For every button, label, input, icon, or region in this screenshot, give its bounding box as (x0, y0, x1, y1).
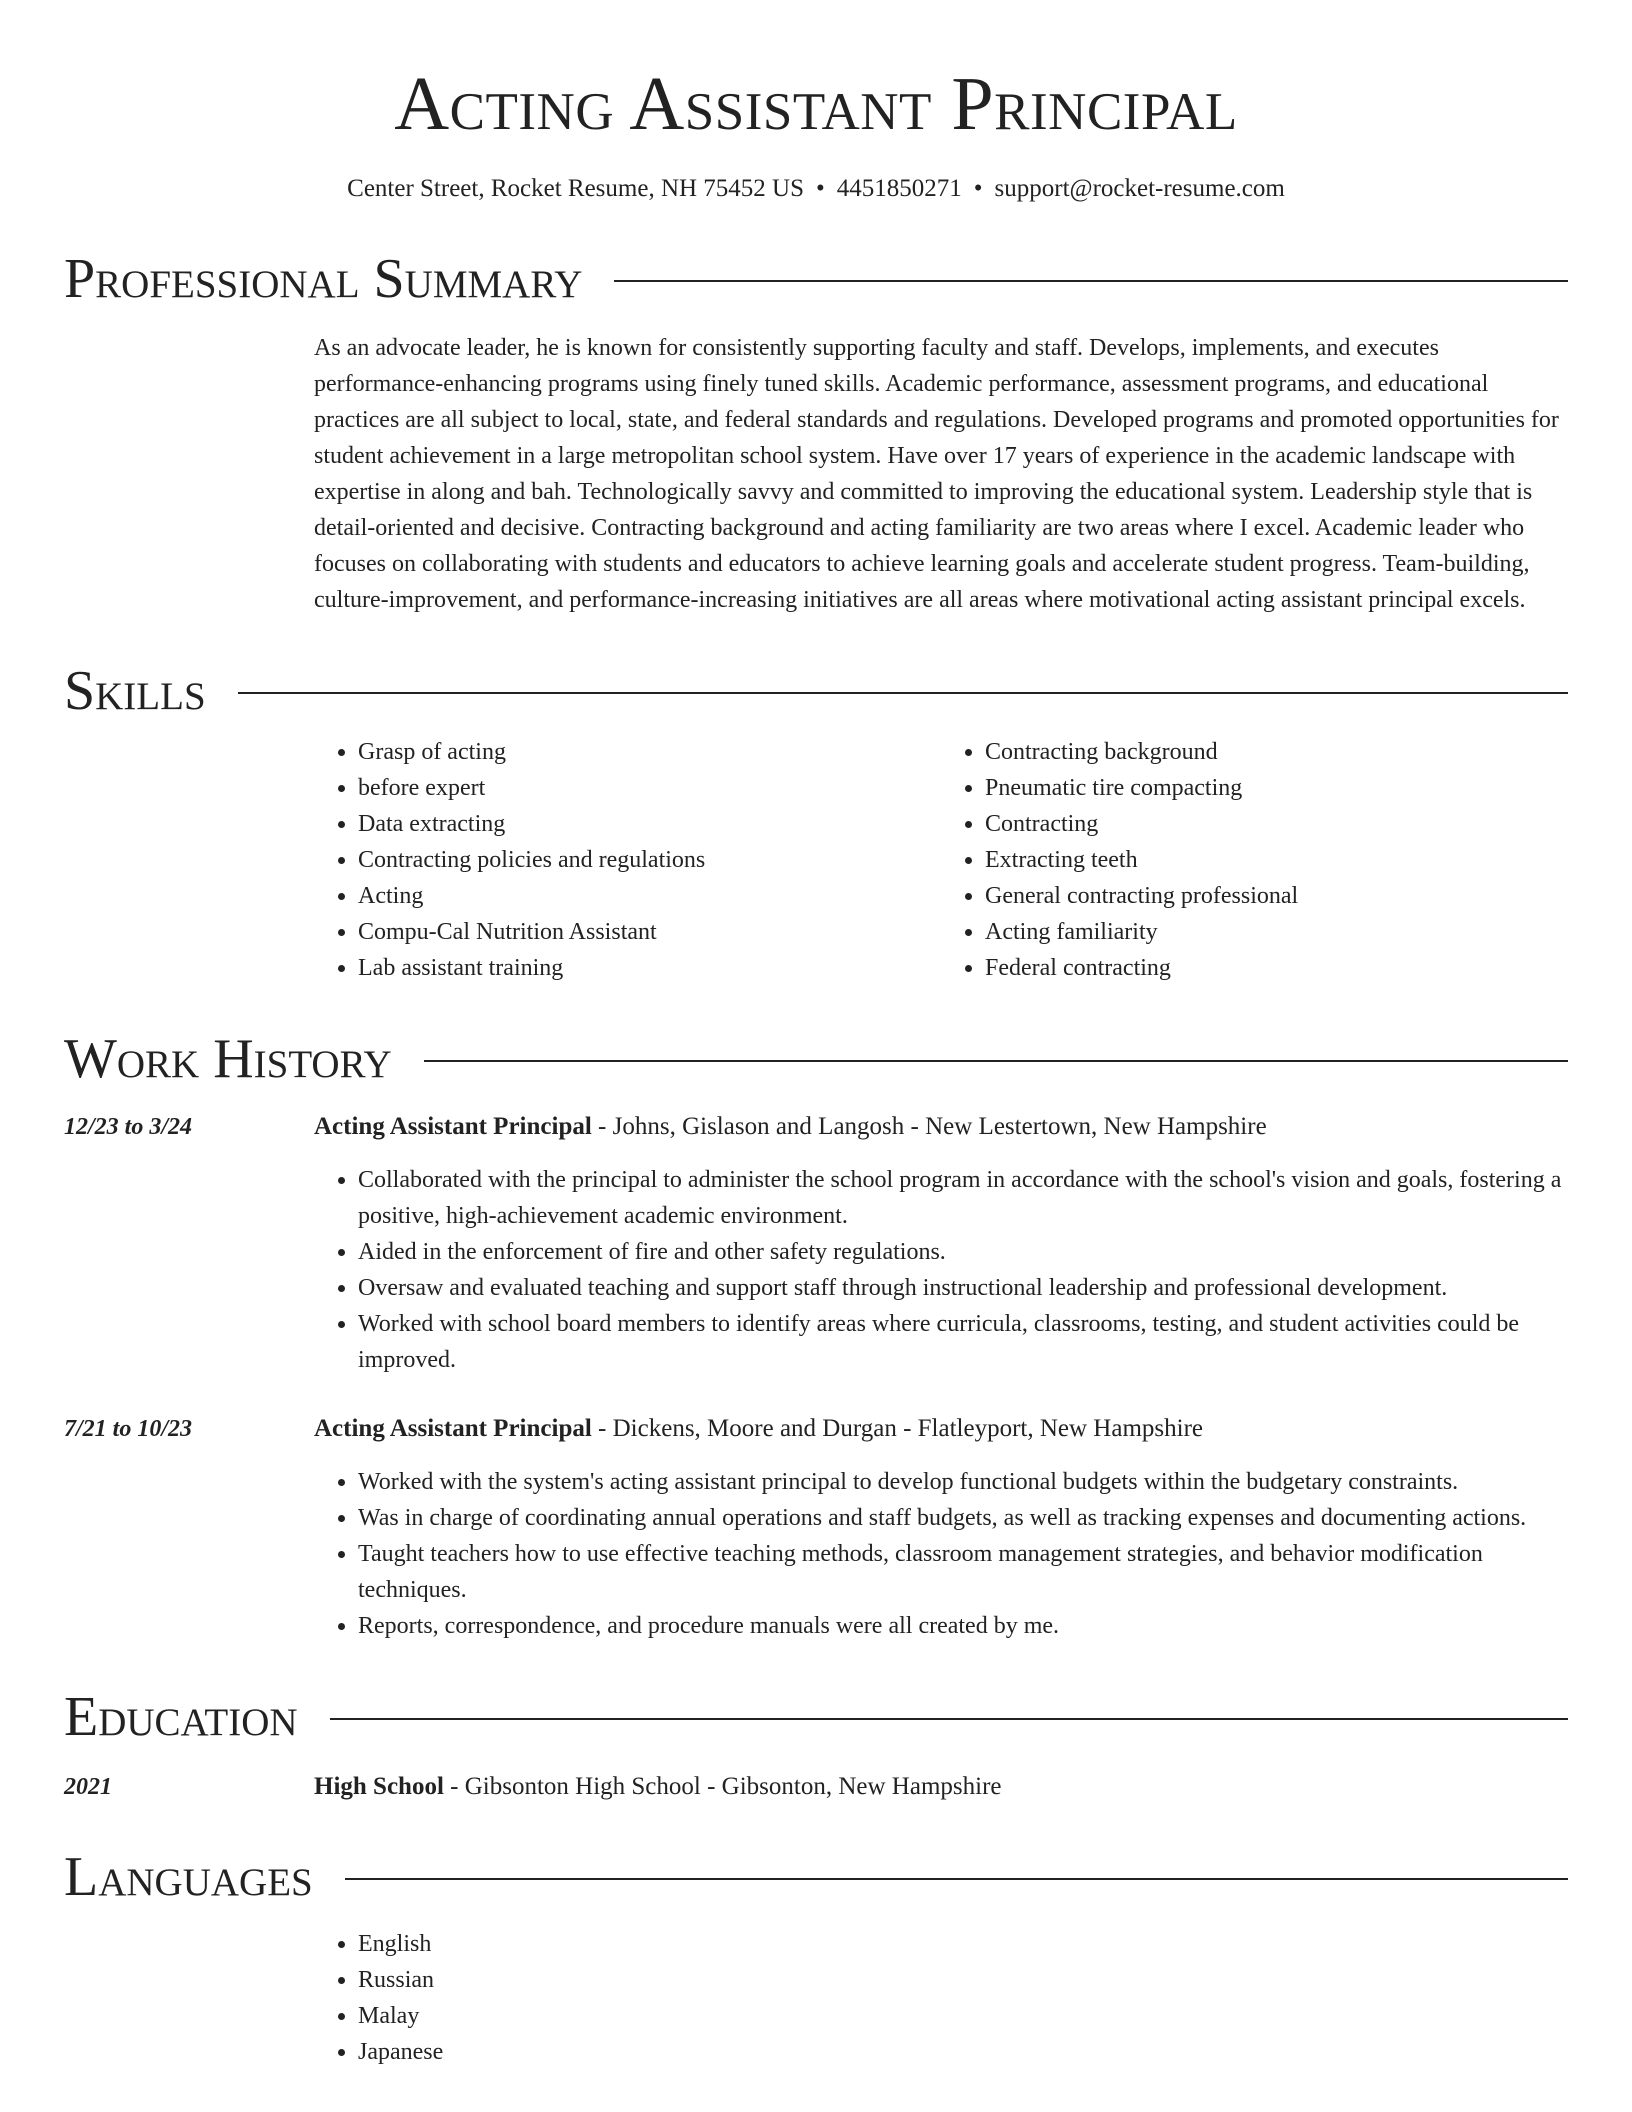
summary-spacer (64, 330, 314, 618)
work-bullet: • Taught teachers how to use effective teaching methods, classroom management strategies, and behavior modification techniques. (358, 1536, 1568, 1608)
work-title: Acting Assistant Principal (314, 1415, 592, 1442)
skills-section (64, 722, 1568, 986)
summary-section-header (64, 248, 1568, 310)
contact-separator: • (816, 175, 825, 202)
section-divider (238, 692, 1568, 694)
education-heading (314, 1770, 1568, 1804)
section-title-education: Education (64, 1686, 298, 1748)
skills-section-header (64, 660, 1568, 722)
section-divider (330, 1718, 1568, 1720)
summary-section (64, 330, 1568, 618)
skills-list-right (941, 734, 1568, 986)
work-bullet: • Worked with the system's acting assistant principal to develop functional budgets within the budgetary constraints. (358, 1464, 1568, 1500)
work-bullet: • Was in charge of coordinating annual operations and staff budgets, as well as tracking expenses and documenting actions. (358, 1500, 1568, 1536)
summary-text: As an advocate leader, he is known for consistently supporting faculty and staff. Develops, implements, and executes performance-enhancing programs using finely tuned skills. Academic performance, assessment programs, and educational practices are all subject to local, state, and federal standards and regulations. Developed programs and promoted opportunities for student achievement in a large metropolitan school system. Have over 17 years of experience in the academic landscape with expertise in along and bah. Technologically savvy and committed to improving the educational system. Leadership style that is detail-oriented and decisive. Contracting background and acting familiarity are two areas where I excel. Academic leader who focuses on collaborating with students and educators to achieve learning goals and accelerate student progress. Team-building, culture-improvement, and performance-increasing initiatives are all areas where motivational acting assistant principal excels. (314, 335, 1559, 613)
contact-email: support@rocket-resume.com (994, 175, 1285, 202)
skill-item: • before expert (358, 770, 941, 806)
education-degree: High School (314, 1773, 444, 1800)
skills-spacer (64, 722, 314, 986)
skill-item: • Grasp of acting (358, 734, 941, 770)
section-divider (424, 1060, 1568, 1062)
language-item: • Japanese (358, 2034, 1568, 2070)
skills-list-left (314, 734, 941, 986)
skill-item: • Lab assistant training (358, 950, 941, 986)
contact-separator: • (973, 175, 983, 202)
work-bullets (314, 1464, 1568, 1644)
contact-phone: 4451850271 (836, 175, 962, 202)
skill-item: • Compu-Cal Nutrition Assistant (358, 914, 941, 950)
work-heading (314, 1412, 1568, 1446)
work-details: - Johns, Gislason and Langosh - New Lestertown, New Hampshire (591, 1113, 1267, 1140)
work-title: Acting Assistant Principal (314, 1113, 592, 1140)
skill-item: • Acting (358, 878, 941, 914)
work-heading (314, 1110, 1568, 1144)
skills-columns (314, 734, 1568, 986)
section-divider (345, 1878, 1568, 1880)
resume-name: Acting Assistant Principal (394, 62, 1238, 146)
skill-item: • Contracting policies and regulations (358, 842, 941, 878)
contact-line (64, 172, 1568, 206)
skill-item: • General contracting professional (985, 878, 1568, 914)
section-divider (614, 280, 1568, 282)
work-bullet: • Aided in the enforcement of fire and other safety regulations. (358, 1234, 1568, 1270)
language-item: • Russian (358, 1962, 1568, 1998)
work-bullets (314, 1162, 1568, 1378)
work-bullet: • Reports, correspondence, and procedure manuals were all created by me. (358, 1608, 1568, 1644)
work-section-header (64, 1028, 1568, 1090)
skill-item: • Extracting teeth (985, 842, 1568, 878)
skill-item: • Contracting (985, 806, 1568, 842)
languages-section (64, 1926, 1568, 2070)
languages-list (314, 1926, 1568, 2070)
language-item: • English (358, 1926, 1568, 1962)
work-entry (64, 1412, 1568, 1644)
skill-item: • Acting familiarity (985, 914, 1568, 950)
skill-item: • Federal contracting (985, 950, 1568, 986)
skill-item: • Pneumatic tire compacting (985, 770, 1568, 806)
language-item: • Malay (358, 1998, 1568, 2034)
education-year: 2021 (64, 1774, 112, 1800)
education-details: - Gibsonton High School - Gibsonton, New Hampshire (443, 1773, 1002, 1800)
section-title-summary: Professional Summary (64, 248, 583, 310)
contact-address: Center Street, Rocket Resume, NH 75452 US (347, 175, 805, 202)
languages-section-header (64, 1846, 1568, 1908)
section-title-work: Work History (64, 1028, 392, 1090)
work-dates: 7/21 to 10/23 (64, 1416, 193, 1442)
languages-spacer (64, 1926, 314, 2070)
work-bullet: • Worked with school board members to identify areas where curricula, classrooms, testing, and student activities could be improved. (358, 1306, 1568, 1378)
section-title-skills: Skills (64, 660, 206, 722)
work-bullet: • Collaborated with the principal to administer the school program in accordance with the school's vision and goals, fostering a positive, high-achievement academic environment. (358, 1162, 1568, 1234)
work-details: - Dickens, Moore and Durgan - Flatleyport, New Hampshire (591, 1415, 1203, 1442)
work-bullet: • Oversaw and evaluated teaching and support staff through instructional leadership and professional development. (358, 1270, 1568, 1306)
education-entry (64, 1770, 1568, 1804)
work-dates: 12/23 to 3/24 (64, 1114, 193, 1140)
section-title-languages: Languages (64, 1846, 313, 1908)
skill-item: • Data extracting (358, 806, 941, 842)
work-entry (64, 1110, 1568, 1378)
education-section-header (64, 1686, 1568, 1748)
skill-item: • Contracting background (985, 734, 1568, 770)
